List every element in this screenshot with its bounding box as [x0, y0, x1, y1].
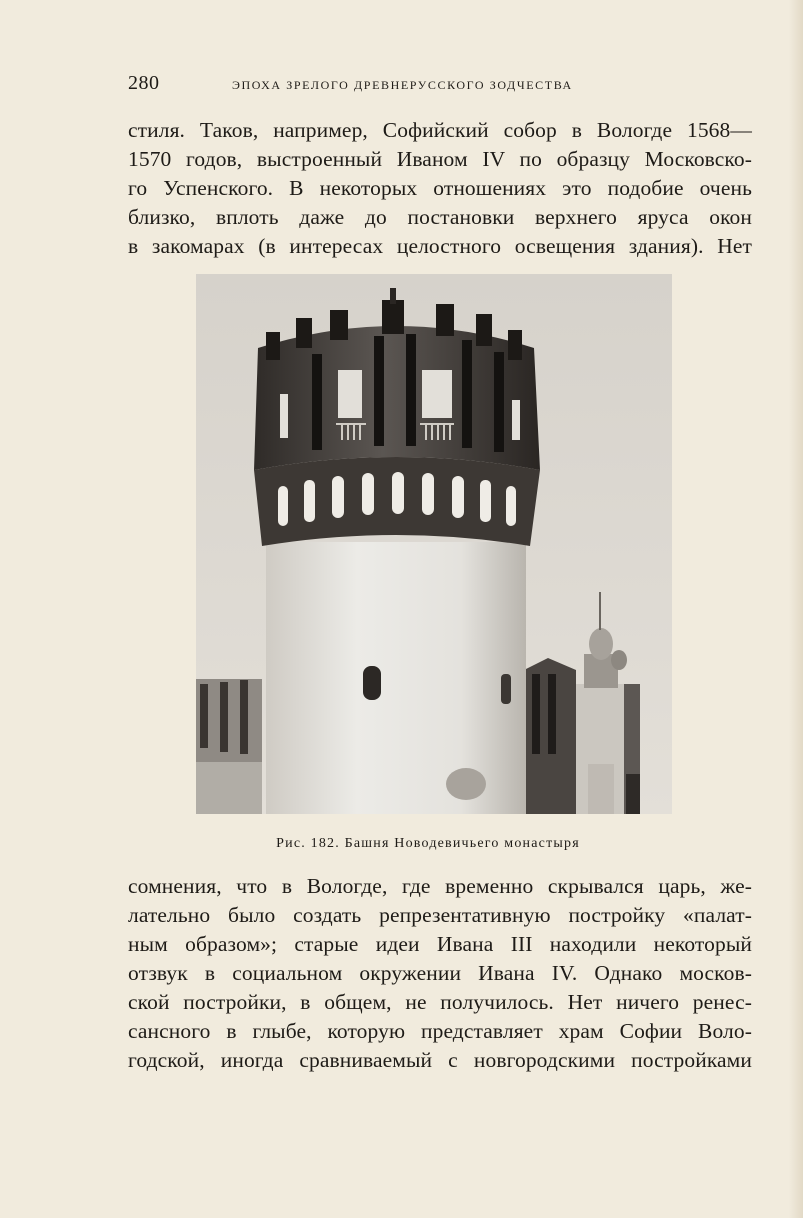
text-line: лательно было создать репрезентативную постройку «палат- [128, 903, 752, 927]
paragraph-bottom [128, 872, 752, 1075]
text-line: отзвук в социальном окружении Ивана IV. Однако москов- [128, 961, 752, 985]
page-header [128, 72, 648, 98]
text-line: сомнения, что в Вологде, где временно скрывался царь, же- [128, 874, 752, 898]
text-line: сансного в глыбе, которую представляет храм Софии Воло- [128, 1019, 752, 1043]
text-line: годской, иногда сравниваемый с новгородскими постройками [128, 1048, 752, 1072]
tower [254, 288, 540, 814]
text-line: ской постройки, в общем, не получилось. Нет ничего ренес- [128, 990, 752, 1014]
figure-caption: Рис. 182. Башня Новодевичьего монастыря [276, 836, 580, 851]
left-wall [196, 679, 262, 814]
text-line: близко, вплоть даже до постановки верхнего яруса окон [128, 205, 752, 229]
tower-photograph [196, 274, 672, 814]
page-number: 280 [128, 72, 160, 94]
text-line: 1570 годов, выстроенный Иваном IV по образцу Московско- [128, 147, 752, 171]
page-edge [789, 0, 803, 1218]
paragraph-top [128, 116, 752, 261]
text-line: го Успенского. В некоторых отношениях это подобие очень [128, 176, 752, 200]
text-line: ным образом»; старые идеи Ивана III находили некоторый [128, 932, 752, 956]
text-line: в закомарах (в интересах целостного освещения здания). Нет [128, 234, 752, 258]
running-title: ЭПОХА ЗРЕЛОГО ДРЕВНЕРУССКОГО ЗОДЧЕСТВА [232, 78, 573, 92]
text-line: стиля. Таков, например, Софийский собор в Вологде 1568— [128, 118, 752, 142]
